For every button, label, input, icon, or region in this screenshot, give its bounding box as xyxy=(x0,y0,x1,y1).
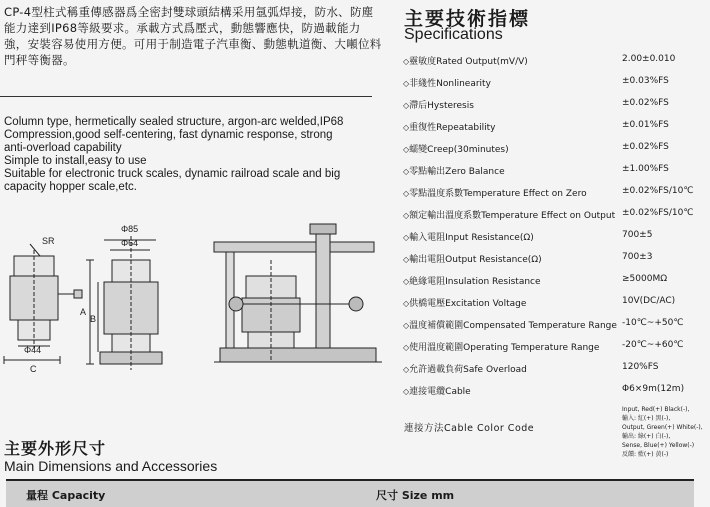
spec-label: 使用溫度範圍Operating Temperature Range xyxy=(409,343,600,353)
diamond-bullet-icon: ◇ xyxy=(403,277,410,286)
spec-label: 供橋電壓Excitation Voltage xyxy=(409,299,527,309)
diamond-bullet-icon: ◇ xyxy=(403,387,410,396)
drawing-label-d64: Φ64 xyxy=(121,238,139,248)
spec-label: 靈敏度Rated Output(mV/V) xyxy=(409,57,528,67)
english-description-line: anti-overload capability xyxy=(4,142,122,154)
spec-value: ±0.02%FS/10℃ xyxy=(622,186,694,196)
table-header-capacity: 量程 Capacity xyxy=(26,489,106,502)
color-code-line: 輸出: 綠(+) 白(-), xyxy=(622,433,671,440)
spec-label: 重復性Repeatability xyxy=(409,123,496,133)
diamond-bullet-icon: ◇ xyxy=(403,189,410,198)
spec-value: ±0.02%FS/10℃ xyxy=(622,208,694,218)
drawing-label-c: C xyxy=(30,364,37,374)
spec-value: ±0.02%FS xyxy=(622,98,669,108)
spec-value: ±0.01%FS xyxy=(622,120,669,130)
diamond-bullet-icon: ◇ xyxy=(403,343,410,352)
spec-row-cable xyxy=(403,384,703,398)
drawing-label-b: B xyxy=(90,314,97,324)
diamond-bullet-icon: ◇ xyxy=(403,123,410,132)
specifications-title-english: Specifications xyxy=(404,26,503,43)
spec-label: 輸出電阻Output Resistance(Ω) xyxy=(409,255,542,265)
color-code-line: Sense, Blue(+) Yellow(-) xyxy=(622,442,695,449)
diamond-bullet-icon: ◇ xyxy=(403,233,410,242)
spec-value: ±0.03%FS xyxy=(622,76,669,86)
spec-label: 額定輸出溫度系數Temperature Effect on Output xyxy=(409,211,616,221)
drawing-label-d85: Φ85 xyxy=(121,224,139,234)
spec-value: 120%FS xyxy=(622,362,659,372)
spec-row-creep xyxy=(403,142,703,156)
drawing-label-d44: Φ44 xyxy=(24,345,42,355)
spec-value: -10℃~+50℃ xyxy=(622,318,684,328)
spec-row-temp-effect-zero xyxy=(403,186,703,200)
spec-label: 非綫性Nonlinearity xyxy=(409,79,491,89)
drawing-label-a: A xyxy=(80,307,87,317)
spec-row-excitation-voltage xyxy=(403,296,703,310)
spec-row-output-resistance xyxy=(403,252,703,266)
english-description-line: Compression,good self-centering, fast dynamic response, strong xyxy=(4,129,333,141)
english-description-line: capacity hopper scale,etc. xyxy=(4,181,137,193)
diamond-bullet-icon: ◇ xyxy=(403,255,410,264)
english-description xyxy=(4,116,376,194)
spec-row-rated-output xyxy=(403,54,703,68)
spec-value: Φ6×9m(12m) xyxy=(622,384,685,394)
dimensions-title-chinese: 主要外形尺寸 xyxy=(4,439,107,458)
spec-label: 絶緣電阻Insulation Resistance xyxy=(409,277,541,287)
spec-row-compensated-temp-range xyxy=(403,318,703,332)
diamond-bullet-icon: ◇ xyxy=(403,57,410,66)
color-code-line: Input, Red(+) Black(-), xyxy=(622,406,690,413)
dimensions-table-header xyxy=(6,479,694,507)
english-description-line: Suitable for electronic truck scales, dynamic railroad scale and big xyxy=(4,168,341,180)
table-header-size: 尺寸 Size mm xyxy=(376,489,455,502)
spec-row-operating-temp-range xyxy=(403,340,703,354)
spec-label: 溫度補償範圍Compensated Temperature Range xyxy=(409,321,617,331)
spec-value: 700±5 xyxy=(622,230,653,240)
spec-value: ±1.00%FS xyxy=(622,164,669,174)
spec-row-insulation-resistance xyxy=(403,274,703,288)
spec-label: 零點輸出Zero Balance xyxy=(409,167,505,177)
cable-color-code-list xyxy=(622,405,703,459)
spec-row-input-resistance xyxy=(403,230,703,244)
diamond-bullet-icon: ◇ xyxy=(403,145,410,154)
color-code-line: 輸入: 紅(+) 黑(-), xyxy=(622,415,671,422)
spec-value: 700±3 xyxy=(622,252,653,262)
load-cell-side-view xyxy=(4,244,82,364)
diamond-bullet-icon: ◇ xyxy=(403,101,410,110)
spec-label: 允許過載負荷Safe Overload xyxy=(409,365,527,375)
diamond-bullet-icon: ◇ xyxy=(403,299,410,308)
mounting-assembly xyxy=(214,224,382,362)
spec-row-repeatability xyxy=(403,120,703,134)
load-cell-front-view xyxy=(86,236,162,370)
spec-label: 連接電纜Cable xyxy=(409,387,471,397)
spec-value: ±0.02%FS xyxy=(622,142,669,152)
spec-value: 10V(DC/AC) xyxy=(622,296,676,306)
drawing-label-sr: SR xyxy=(42,236,55,246)
specifications-title-chinese: 主要技術指標 xyxy=(404,8,531,30)
spec-row-nonlinearity xyxy=(403,76,703,90)
diamond-bullet-icon: ◇ xyxy=(403,79,410,88)
spec-value: ≥5000MΩ xyxy=(622,274,668,284)
diamond-bullet-icon: ◇ xyxy=(403,321,410,330)
chinese-description: CP-4型柱式稱重傳感器爲全密封雙球頭結構采用氬弧焊接，防水、防塵能力達到IP68等級要求。承載方式爲壓式，動態響應快，防過載能力強，安裝容易使用方便。可用于制造電子汽車衡、動態軌道衡、大噸位料門秤等衡器。 xyxy=(4,5,382,67)
color-code-line: Output, Green(+) White(-), xyxy=(622,424,703,431)
cable-color-code-label: 連接方法Cable Color Code xyxy=(404,423,535,434)
diamond-bullet-icon: ◇ xyxy=(403,167,410,176)
english-description-line: Simple to install,easy to use xyxy=(4,155,147,167)
spec-value: -20℃~+60℃ xyxy=(622,340,684,350)
spec-label: 零點溫度系數Temperature Effect on Zero xyxy=(409,189,587,199)
diamond-bullet-icon: ◇ xyxy=(403,365,410,374)
section-divider xyxy=(0,96,372,97)
spec-value: 2.00±0.010 xyxy=(622,54,676,64)
spec-row-temp-effect-output xyxy=(403,208,703,222)
dimensions-title-english: Main Dimensions and Accessories xyxy=(4,458,218,474)
spec-row-hysteresis xyxy=(403,98,703,112)
technical-drawing xyxy=(0,220,390,385)
spec-row-safe-overload xyxy=(403,362,703,376)
spec-label: 蠕變Creep(30minutes) xyxy=(409,145,509,155)
english-description-line: Column type, hermetically sealed structure, argon-arc welded,IP68 xyxy=(4,116,344,128)
diamond-bullet-icon: ◇ xyxy=(403,211,410,220)
spec-label: 輸入電阻Input Resistance(Ω) xyxy=(409,233,534,243)
spec-row-zero-balance xyxy=(403,164,703,178)
color-code-line: 反饋: 藍(+) 黄(-) xyxy=(622,451,669,458)
spec-label: 滯后Hysteresis xyxy=(409,101,474,111)
